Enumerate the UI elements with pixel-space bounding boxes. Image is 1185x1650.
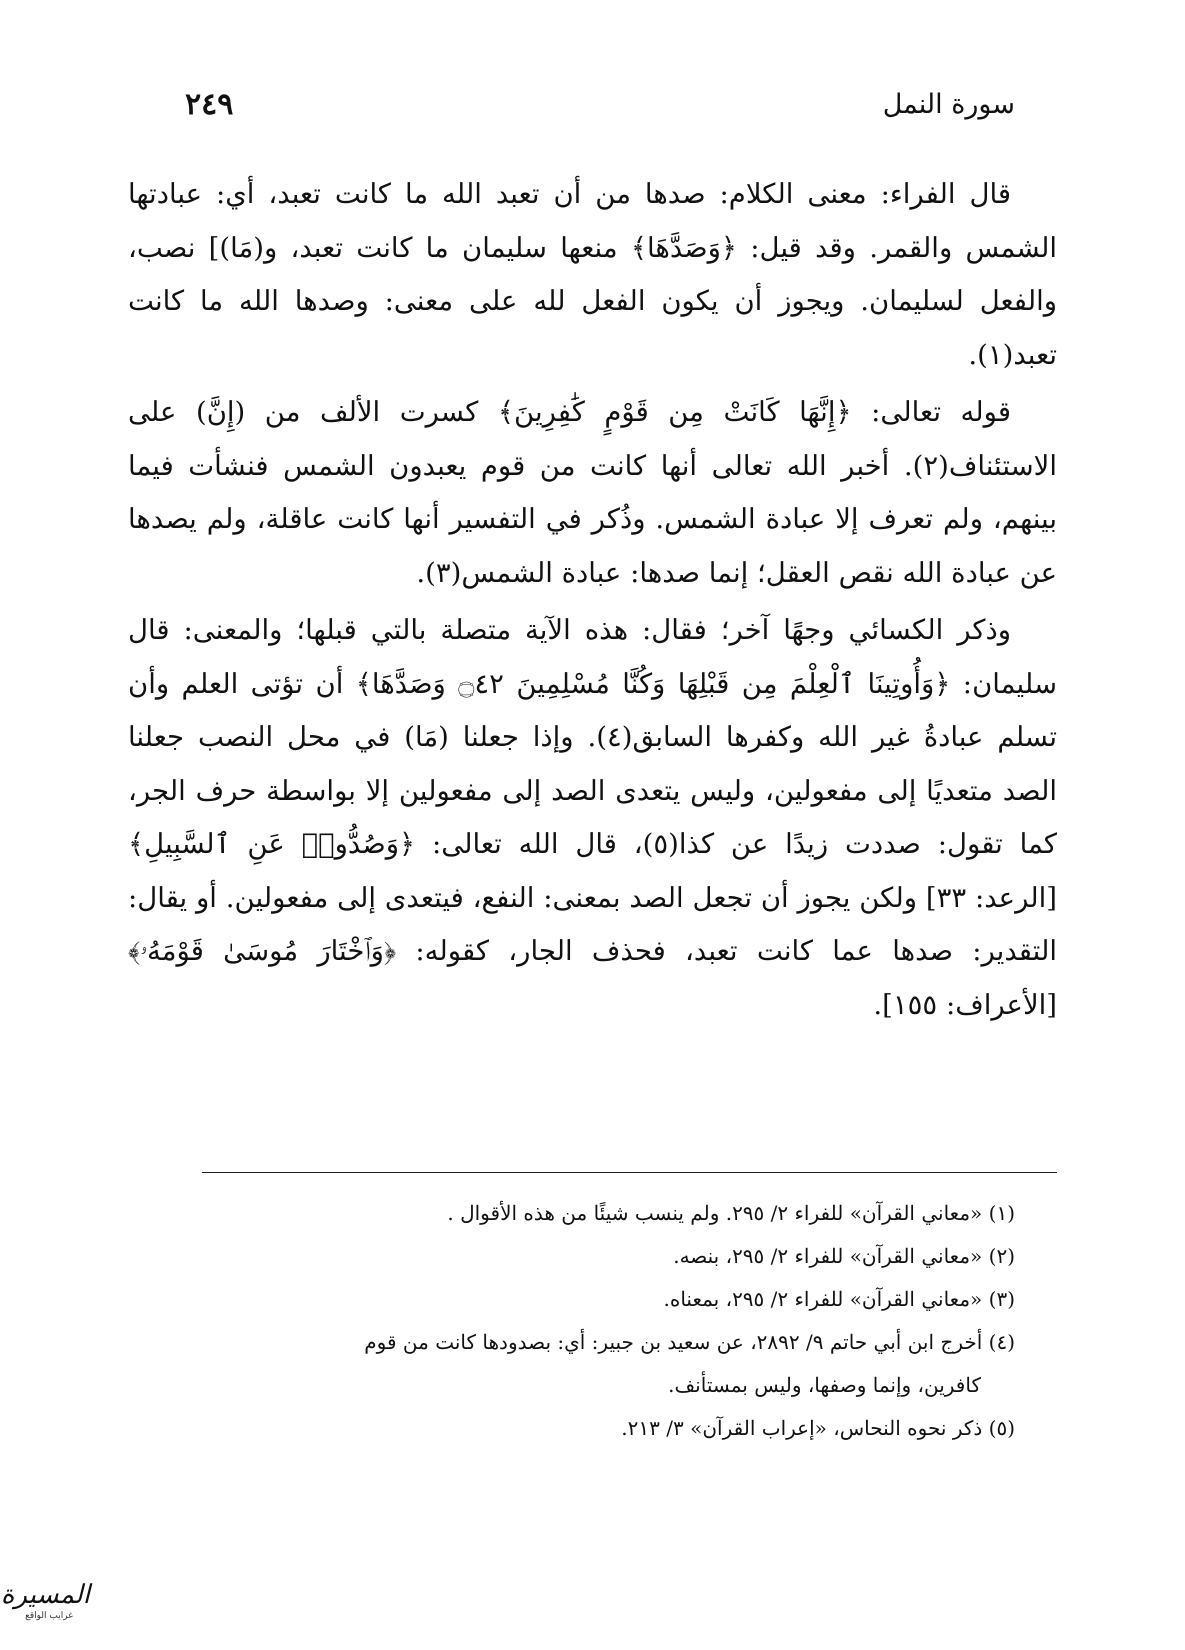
footnote-5: (٥) ذكر نحوه النحاس، «إعراب القرآن» ٣/ ٢١٣. <box>621 1416 1015 1440</box>
footnote-2: (٢) «معاني القرآن» للفراء ٢/ ٢٩٥، بنصه. <box>673 1244 1015 1268</box>
paragraph-2: قوله تعالى: ﴿إِنَّهَا كَانَتْ مِن قَوْمٍ كَٰفِرِينَ﴾ كسرت الألف من (إِنَّ) على الاستئناف(٢). أخبر الله تعالى أنها كانت من قوم يعبدون الشمس فنشأت فيما بينهم، ولم تعرف إلا عبادة الشمس. وذُكر في التفسير أنها كانت عاقلة، ولم يصدها عن عبادة الله نقص العقل؛ إنما صدها: عبادة الشمس(٣). <box>128 396 1057 589</box>
footnotes <box>120 1192 1015 1450</box>
footnote-3: (٣) «معاني القرآن» للفراء ٢/ ٢٩٥، بمعناه. <box>663 1287 1015 1311</box>
body-text <box>128 168 1057 1036</box>
paragraph-3: وذكر الكسائي وجهًا آخر؛ فقال: هذه الآية متصلة بالتي قبلها؛ والمعنى: قال سليمان: ﴿وَأُوتِينَا ٱلْعِلْمَ مِن قَبْلِهَا وَكُنَّا مُسْلِمِينَ ۝٤٢ وَصَدَّهَا﴾ أن تؤتى العلم وأن تسلم عبادةُ غير الله وكفرها السابق(٤). وإذا جعلنا (مَا) في محل النصب جعلنا الصد متعديًا إلى مفعولين، وليس يتعدى الصد إلى مفعولين إلا بواسطة حرف الجر، كما تقول: صددت زيدًا عن كذا(٥)، قال الله تعالى: ﴿وَصُدُّوا۟ عَنِ ٱلسَّبِيلِ﴾ [الرعد: ٣٣] ولكن يجوز أن تجعل الصد بمعنى: النفع، فيتعدى إلى مفعولين. أو يقال: التقدير: صدها عما كانت تعبد، فحذف الجار، كقوله: ﴿وَٱخْتَارَ مُوسَىٰ قَوْمَهُۥ﴾ [الأعراف: ١٥٥]. <box>128 614 1057 1021</box>
footnote-4 <box>120 1321 1015 1407</box>
page-header <box>185 84 1015 124</box>
paragraph-1: قال الفراء: معنى الكلام: صدها من أن تعبد الله ما كانت تعبد، أي: عبادتها الشمس والقمر. وقد قيل: ﴿وَصَدَّهَا﴾ منعها سليمان ما كانت تعبد، و(مَا)] نصب، والفعل لسليمان. ويجوز أن يكون الفعل لله على معنى: وصدها الله ما كانت تعبد(١). <box>128 178 1057 371</box>
publisher-logo <box>0 1580 90 1634</box>
footnote-4-text: (٤) أخرج ابن أبي حاتم ٩/ ٢٨٩٢، عن سعيد بن جبير: أي: بصدودها كانت من قوم <box>364 1330 1015 1354</box>
surah-name: سورة النمل <box>882 88 1015 120</box>
footnote-4-continuation: كافرين، وإنما وصفها، وليس بمستأنف. <box>668 1373 981 1397</box>
page-number: ٢٤٩ <box>185 86 234 122</box>
footnote-1: (١) «معاني القرآن» للفراء ٢/ ٢٩٥. ولم ينسب شيئًا من هذه الأقوال . <box>447 1201 1015 1225</box>
logo-main-text: المسيرة <box>0 1580 90 1610</box>
footnote-separator <box>202 1172 1057 1173</box>
logo-sub-text: غرايب الواقع <box>25 1611 73 1621</box>
